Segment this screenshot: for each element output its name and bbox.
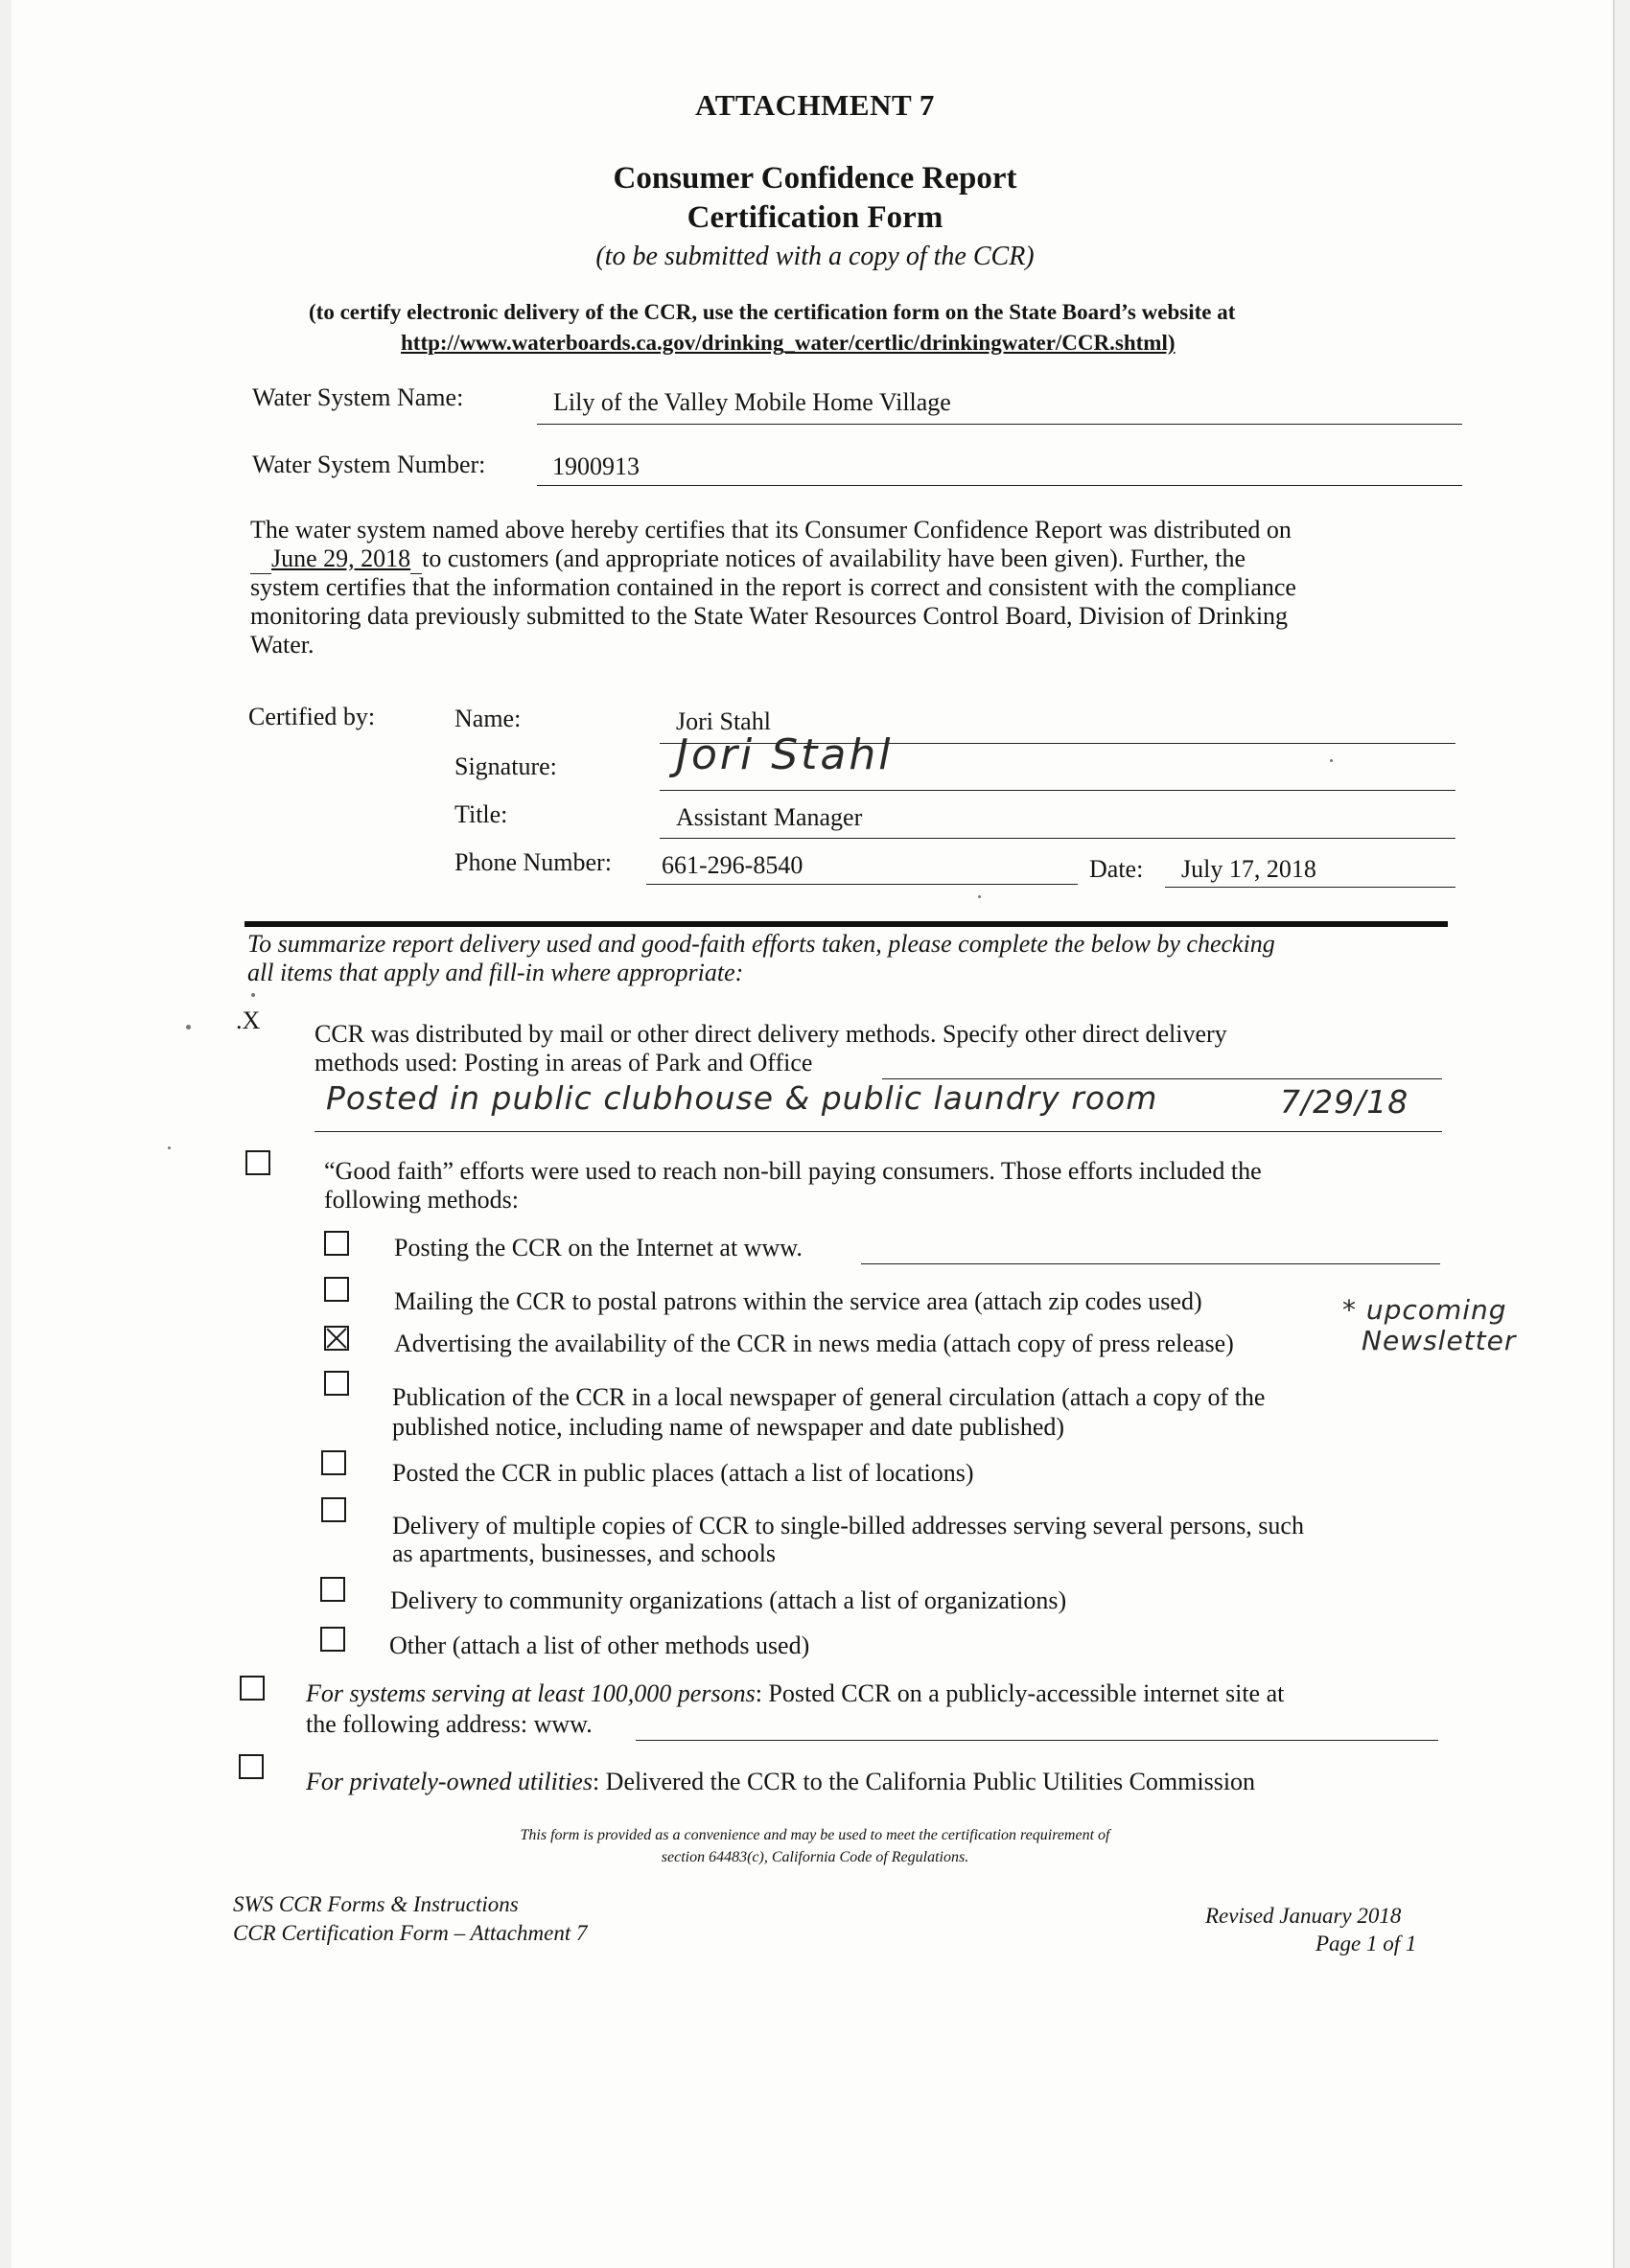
water-system-number-value: 1900913 xyxy=(552,452,640,480)
large-systems-text: : Posted CCR on a publicly-accessible internet site at xyxy=(755,1679,1285,1707)
method-label-news-media: Advertising the availability of the CCR in news media (attach copy of press release) xyxy=(394,1330,1234,1357)
method-label-newspaper: Publication of the CCR in a local newspaper of general circulation (attach a copy of the xyxy=(392,1383,1266,1411)
certification-line-2: to customers (and appropriate notices of availability have been given). Further, the xyxy=(422,544,1246,572)
scan-speck xyxy=(978,895,981,898)
water-system-number-line xyxy=(537,485,1462,486)
title-label: Title: xyxy=(454,800,508,828)
large-systems-address-label: the following address: www. xyxy=(306,1710,593,1738)
certification-line-4: monitoring data previously submitted to the State Water Resources Control Board, Division of Drinking xyxy=(250,602,1289,630)
form-subtitle: (to be submitted with a copy of the CCR) xyxy=(595,242,1035,271)
private-utilities-italic: For privately-owned utilities xyxy=(306,1768,593,1795)
footer-form-name: CCR Certification Form – Attachment 7 xyxy=(233,1921,588,1945)
good-faith-checkbox[interactable] xyxy=(245,1150,270,1175)
method-label-other: Other (attach a list of other methods used) xyxy=(389,1632,810,1659)
internet-address-line xyxy=(861,1263,1440,1264)
public-places-checkbox[interactable] xyxy=(321,1450,346,1475)
title-line xyxy=(660,838,1455,839)
methods-used-label: methods used: xyxy=(314,1049,458,1076)
certification-line-5: Water. xyxy=(250,631,314,659)
signature-line xyxy=(660,790,1455,791)
handwritten-signature: Jori Stahl xyxy=(676,730,894,779)
handwritten-posting-note: Posted in public clubhouse & public laundry room xyxy=(326,1079,1158,1117)
additional-methods-line xyxy=(314,1131,1442,1132)
footer-revised-date: Revised January 2018 xyxy=(1205,1904,1402,1928)
good-faith-line-1: “Good faith” efforts were used to reach non-bill paying consumers. Those efforts included the xyxy=(324,1157,1262,1185)
community-organizations-checkbox[interactable] xyxy=(320,1577,345,1602)
footer-forms-instructions: SWS CCR Forms & Instructions xyxy=(233,1892,519,1916)
date-blank-lead xyxy=(250,544,271,574)
method-label-multiple-copies-line-2: as apartments, businesses, and schools xyxy=(392,1539,777,1567)
newspaper-publication-checkbox[interactable] xyxy=(324,1371,349,1396)
internet-posting-checkbox[interactable] xyxy=(324,1231,349,1256)
good-faith-line-2: following methods: xyxy=(324,1186,519,1214)
large-systems-checkbox[interactable] xyxy=(240,1676,265,1701)
phone-line xyxy=(646,884,1078,885)
footer-page-number: Page 1 of 1 xyxy=(1316,1932,1417,1956)
name-value: Jori Stahl xyxy=(676,707,771,735)
methods-used-value: Posting in areas of Park and Office xyxy=(464,1049,813,1076)
name-label: Name: xyxy=(454,705,522,732)
title-value: Assistant Manager xyxy=(676,803,863,831)
water-system-number-label: Water System Number: xyxy=(252,451,486,478)
method-label-newspaper-line-2: published notice, including name of newspaper and date published) xyxy=(392,1413,1065,1441)
distribution-date: June 29, 2018 xyxy=(271,544,411,572)
large-systems-address-line xyxy=(636,1740,1438,1741)
other-methods-checkbox[interactable] xyxy=(320,1627,345,1652)
summary-instructions-line-2: all items that apply and fill-in where appropriate: xyxy=(247,959,744,986)
handwritten-upcoming-note: * upcoming xyxy=(1342,1294,1507,1326)
state-board-link[interactable]: http://www.waterboards.ca.gov/drinking_water/certlic/drinkingwater/CCR.shtml) xyxy=(401,331,1176,355)
phone-number-label: Phone Number: xyxy=(454,848,612,876)
method-label-community-organizations: Delivery to community organizations (attach a list of organizations) xyxy=(390,1586,1067,1614)
handwritten-newsletter-note: Newsletter xyxy=(1362,1325,1517,1356)
scan-speck xyxy=(168,1146,171,1149)
direct-delivery-line-1: CCR was distributed by mail or other direct delivery methods. Specify other direct delivery xyxy=(314,1020,1227,1048)
footnote-line-2: section 64483(c), California Code of Regulations. xyxy=(661,1849,969,1865)
method-label-multiple-copies: Delivery of multiple copies of CCR to single-billed addresses serving several persons, such xyxy=(392,1512,1304,1539)
direct-delivery-mark[interactable]: .X xyxy=(236,1007,261,1034)
form-title: Consumer Confidence Report xyxy=(613,161,1017,196)
phone-number-value: 661-296-8540 xyxy=(662,851,803,879)
date-label: Date: xyxy=(1089,855,1144,883)
scan-speck xyxy=(1330,759,1333,762)
water-system-name-line xyxy=(537,424,1462,425)
date-value: July 17, 2018 xyxy=(1181,855,1316,883)
private-utilities-checkbox[interactable] xyxy=(239,1754,264,1779)
private-utilities-text: : Delivered the CCR to the California Public Utilities Commission xyxy=(592,1768,1256,1795)
section-divider xyxy=(244,921,1448,927)
multiple-copies-checkbox[interactable] xyxy=(321,1497,346,1522)
news-media-checkbox[interactable] xyxy=(324,1326,349,1351)
large-systems-italic: For systems serving at least 100,000 persons xyxy=(306,1679,756,1707)
scan-speck xyxy=(251,993,255,997)
certification-line-3: system certifies that the information contained in the report is correct and consistent with the compliance xyxy=(250,573,1296,601)
form-title-line2: Certification Form xyxy=(687,200,943,235)
water-system-name-label: Water System Name: xyxy=(252,383,464,411)
certified-by-label: Certified by: xyxy=(248,703,376,730)
postal-mailing-checkbox[interactable] xyxy=(324,1277,349,1302)
summary-instructions-line-1: To summarize report delivery used and good-faith efforts taken, please complete the below by checking xyxy=(247,930,1275,958)
signature-label: Signature: xyxy=(454,752,557,780)
certification-line-1: The water system named above hereby certifies that its Consumer Confidence Report was distributed on xyxy=(250,516,1292,544)
method-label-public-places: Posted the CCR in public places (attach a list of locations) xyxy=(392,1459,974,1487)
handwritten-posting-date: 7/29/18 xyxy=(1280,1083,1409,1121)
method-label-mailing: Mailing the CCR to postal patrons within the service area (attach zip codes used) xyxy=(394,1287,1202,1315)
scan-speck xyxy=(186,1025,191,1030)
date-line xyxy=(1165,887,1455,888)
attachment-heading: ATTACHMENT 7 xyxy=(695,88,935,122)
electronic-delivery-note: (to certify electronic delivery of the CCR, use the certification form on the State Board’s website at xyxy=(309,300,1236,324)
water-system-name-value: Lily of the Valley Mobile Home Village xyxy=(553,388,951,416)
method-label-internet: Posting the CCR on the Internet at www. xyxy=(394,1234,803,1261)
date-blank-tail xyxy=(410,544,422,574)
footnote-line-1: This form is provided as a convenience and may be used to meet the certification requirement of xyxy=(520,1827,1110,1843)
